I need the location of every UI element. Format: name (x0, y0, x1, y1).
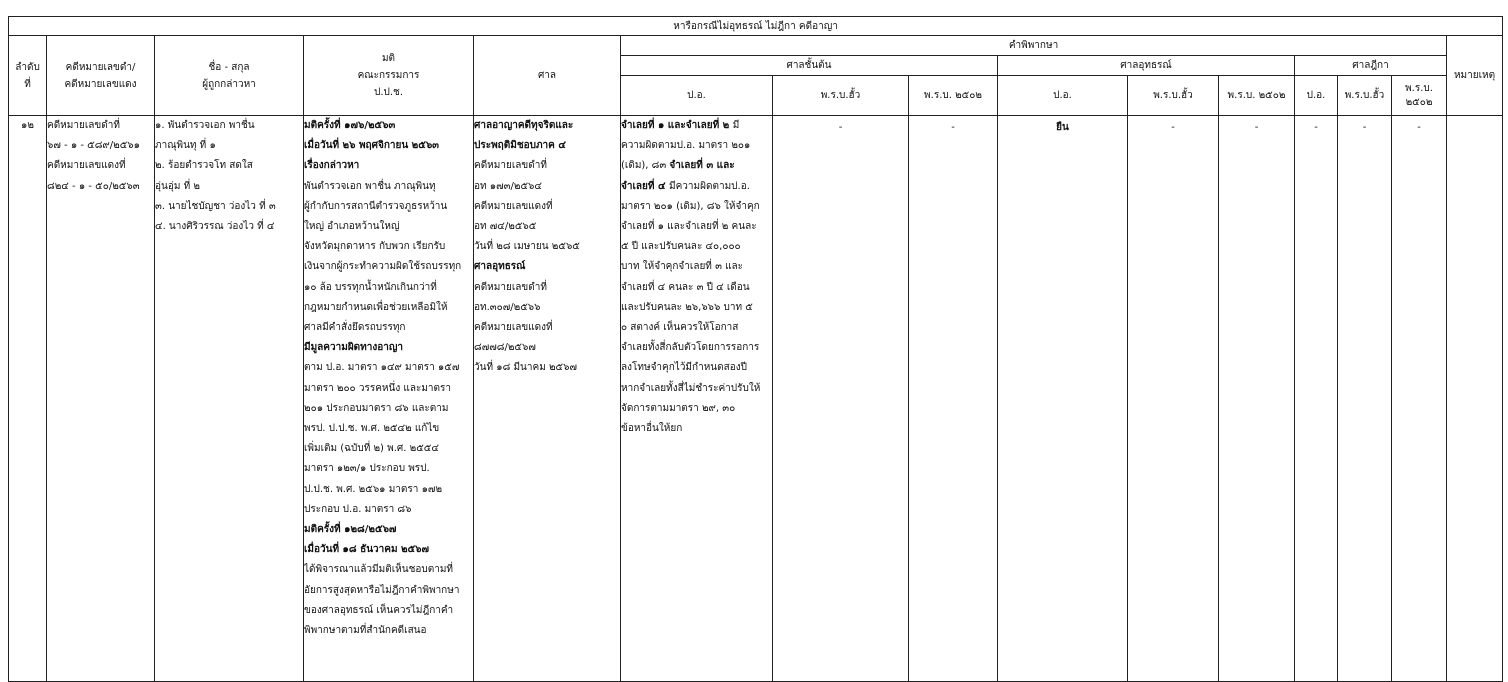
header-note: หมายเหตุ (1447, 36, 1503, 116)
header-accused-name: ชื่อ - สกุล ผู้ถูกกล่าวหา (155, 36, 304, 116)
court-line: คดีหมายเลขดำที่ (474, 281, 547, 293)
verdict-segment: (เดิม), ๘๓ (621, 160, 670, 172)
header-first-hua: พ.ร.บ.ฮั้ว (773, 76, 909, 116)
verdict-line (621, 197, 772, 217)
verdict-segment: จำเลยที่ ๑ และจำเลยที่ ๒ คนละ (621, 221, 757, 233)
resolution-line: ๒๐๑ ประกอบมาตรา ๘๖ และตาม (304, 402, 449, 414)
header-case-number: คดีหมายเลขดำ/ คดีหมายเลขแดง (47, 36, 155, 116)
header-first-2502: พ.ร.บ. ๒๕๐๒ (909, 76, 998, 116)
resolution-line: ใหญ่ อำเภอหว้านใหญ่ (304, 221, 400, 233)
verdict-line (621, 217, 772, 237)
court-line: วันที่ ๑๘ มีนาคม ๒๕๖๗ (474, 362, 577, 374)
header-verdict: คำพิพากษา (621, 36, 1447, 56)
court-line: ศาลอาญาคดีทุจริตและ (474, 120, 574, 131)
cell-case-number: คดีหมายเลขดำที่ ๖๗ - ๑ - ๕๘๙/๒๕๖๑ คดีหมายเลขแดงที่ ๘๒๔ - ๑ - ๕๐/๒๕๖๓ (47, 116, 155, 682)
resolution-line: ได้พิจารณาแล้วมีมติเห็นชอบตามที่ (304, 564, 453, 576)
resolution-line: เมื่อวันที่ ๑๘ ธันวาคม ๒๕๖๗ (304, 544, 430, 556)
header-appeal-hua: พ.ร.บ.ฮั้ว (1128, 76, 1219, 116)
resolution-line: มาตรา ๑๒๓/๑ ประกอบ พรป. (304, 463, 430, 475)
resolution-line: ๑๐ ล้อ บรรทุกน้ำหนักเกินกว่าที่ (304, 281, 437, 293)
court-line: อท ๗๔/๒๕๖๕ (474, 221, 537, 233)
verdict-line (621, 237, 772, 257)
cell-resolution (304, 116, 474, 682)
verdict-line (621, 358, 772, 378)
resolution-line: เมื่อวันที่ ๒๖ พฤศจิกายน ๒๕๖๓ (304, 140, 440, 152)
verdict-segment: มี (732, 120, 740, 131)
resolution-line: พิพากษาตามที่สำนักคดีเสนอ (304, 625, 427, 637)
verdict-segment: จำเลยที่ ๑ และจำเลยที่ ๒ (621, 120, 733, 131)
cell-appeal-po: ยืน (998, 116, 1128, 682)
header-first-court: ศาลชั้นต้น (621, 56, 998, 76)
court-line: วันที่ ๒๘ เมษายน ๒๕๖๕ (474, 241, 580, 253)
header-order: ลำดับ ที่ (9, 36, 47, 116)
resolution-line: พรป. ป.ป.ช. พ.ศ. ๒๕๔๒ แก้ไข (304, 423, 440, 435)
verdict-segment: ลงโทษจำคุกไว้มีกำหนดสองปี (621, 362, 747, 374)
court-line: คดีหมายเลขดำที่ (474, 160, 547, 172)
header-resolution: มติ คณะกรรมการ ป.ป.ช. (304, 36, 474, 116)
verdict-line (621, 298, 772, 318)
resolution-line: จังหวัดมุกดาหาร กับพวก เรียกรับ (304, 241, 446, 253)
verdict-segment: ข้อหาอื่นให้ยก (621, 423, 683, 435)
header-appeal-court: ศาลอุทธรณ์ (998, 56, 1295, 76)
resolution-line: กฎหมายกำหนดเพื่อช่วยเหลือมิให้ (304, 301, 448, 313)
cell-supreme-hua: - (1338, 116, 1392, 682)
verdict-line (621, 318, 772, 338)
verdict-segment: ความผิดตามป.อ. มาตรา ๒๐๑ (621, 140, 751, 152)
resolution-line: พันตำรวจเอก พาชื่น ภาณุพินทุ (304, 180, 436, 192)
verdict-line (621, 278, 772, 298)
header-appeal-po: ป.อ. (998, 76, 1128, 116)
verdict-segment: และปรับคนละ ๒๖,๖๖๖ บาท ๕ (621, 301, 753, 313)
cell-appeal-hua: - (1128, 116, 1219, 682)
verdict-line (621, 156, 772, 176)
resolution-line: มติครั้งที่ ๑๗๖/๒๕๖๓ (304, 120, 396, 131)
verdict-segment: หากจำเลยทั้งสี่ไม่ชำระค่าปรับให้ (621, 382, 761, 394)
verdict-segment: จำเลยทั้งสี่กลับตัวโดยการรอการ (621, 342, 760, 354)
verdict-line (621, 399, 772, 419)
header-court: ศาล (474, 36, 621, 116)
court-line: ศาลอุทธรณ์ (474, 261, 526, 273)
table-row (9, 116, 1503, 682)
verdict-segment: ๕ ปี และปรับคนละ ๔๐,๐๐๐ (621, 241, 741, 253)
verdict-line (621, 136, 772, 156)
resolution-line: ผู้กำกับการสถานีตำรวจภูธรหว้าน (304, 200, 448, 212)
cell-first-court-verdict (621, 116, 773, 682)
resolution-line: ป.ป.ช. พ.ศ. ๒๕๖๑ มาตรา ๑๗๒ (304, 483, 443, 495)
resolution-line: มติครั้งที่ ๑๒๘/๒๕๖๗ (304, 524, 397, 536)
resolution-line: มาตรา ๒๐๐ วรรคหนึ่ง และมาตรา (304, 382, 452, 394)
court-line: อท.๓๐๗/๒๕๖๖ (474, 301, 541, 313)
cell-first-hua: - (773, 116, 909, 682)
cell-appeal-2502: - (1219, 116, 1295, 682)
verdict-line (621, 177, 772, 197)
cell-supreme-2502: - (1392, 116, 1447, 682)
resolution-line: ประกอบ ป.อ. มาตรา ๘๖ (304, 503, 412, 515)
table-caption: หารือกรณีไม่อุทธรณ์ ไม่ฎีกา คดีอาญา (9, 17, 1503, 36)
verdict-line (621, 379, 772, 399)
header-supreme-po: ป.อ. (1295, 76, 1338, 116)
verdict-line (621, 257, 772, 277)
court-line: คดีหมายเลขแดงที่ (474, 322, 553, 334)
cell-accused-names: ๑. พันตำรวจเอก พาชื่น ภาณุพินทุ ที่ ๑ ๒. ร้อยตำรวจโท สดใส อุ่นอุ่ม ที่ ๒ ๓. นายไชบัญชา ว่องไว ที่ ๓ ๔. นางศิริวรรณ ว่องไว ที่ ๔ (155, 116, 304, 682)
court-line: ๘๗๗๘/๒๕๖๗ (474, 342, 536, 354)
resolution-line: เรื่องกล่าวหา (304, 160, 360, 172)
header-appeal-2502: พ.ร.บ. ๒๕๐๒ (1219, 76, 1295, 116)
verdict-segment: จำเลยที่ ๔ คนละ ๓ ปี ๔ เดือน (621, 281, 750, 293)
verdict-line (621, 419, 772, 439)
case-table (8, 16, 1503, 682)
cell-order: ๑๒ (9, 116, 47, 682)
resolution-line: ศาลมีคำสั่งยึดรถบรรทุก (304, 322, 406, 334)
court-line: ประพฤติมิชอบภาค ๔ (474, 140, 566, 152)
verdict-segment: จำเลยที่ ๔ (621, 180, 670, 192)
cell-court (474, 116, 621, 682)
verdict-line (621, 116, 772, 136)
verdict-segment: ๐ สตางค์ เห็นควรให้โอกาส (621, 322, 739, 334)
header-supreme-court: ศาลฎีกา (1295, 56, 1447, 76)
verdict-segment: มีความผิดตามป.อ. (669, 180, 750, 192)
resolution-line: เพิ่มเติม (ฉบับที่ ๒) พ.ศ. ๒๕๕๔ (304, 443, 439, 455)
cell-note (1447, 116, 1503, 682)
verdict-segment: จัดการตามมาตรา ๒๙, ๓๐ (621, 402, 736, 414)
court-line: คดีหมายเลขแดงที่ (474, 200, 553, 212)
resolution-line: เงินจากผู้กระทำความผิดใช้รถบรรทุก (304, 261, 462, 273)
verdict-segment: บาท ให้จำคุกจำเลยที่ ๓ และ (621, 261, 744, 273)
resolution-line: ตาม ป.อ. มาตรา ๑๔๙ มาตรา ๑๕๗ (304, 362, 460, 374)
header-first-po: ป.อ. (621, 76, 773, 116)
verdict-segment: จำเลยที่ ๓ และ (669, 160, 735, 172)
verdict-segment: มาตรา ๒๐๑ (เดิม), ๘๖ ให้จำคุก (621, 200, 760, 212)
resolution-line: ของศาลอุทธรณ์ เห็นควรไม่ฎีกาคำ (304, 604, 454, 616)
court-line: อท ๑๗๓/๒๕๖๔ (474, 180, 542, 192)
resolution-line: อัยการสูงสุดหารือไม่ฎีกาคำพิพากษา (304, 584, 460, 596)
cell-first-2502: - (909, 116, 998, 682)
verdict-line (621, 338, 772, 358)
header-supreme-2502: พ.ร.บ. ๒๕๐๒ (1392, 76, 1447, 116)
header-supreme-hua: พ.ร.บ.ฮั้ว (1338, 76, 1392, 116)
cell-supreme-po: - (1295, 116, 1338, 682)
resolution-line: มีมูลความผิดทางอาญา (304, 342, 404, 354)
